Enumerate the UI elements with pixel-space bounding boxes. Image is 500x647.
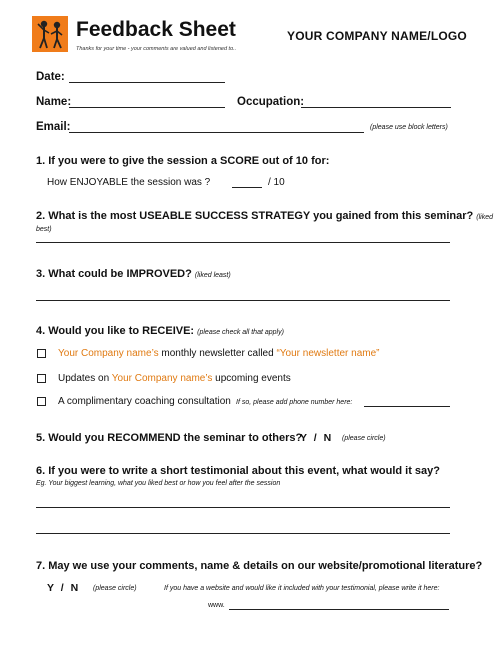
option-events	[58, 373, 291, 384]
newsletter-checkbox[interactable]	[37, 349, 46, 358]
page-subtitle: Thanks for your time - your comments are valued and listened to..	[76, 46, 237, 52]
q1-scale: / 10	[268, 177, 285, 188]
occupation-label: Occupation:	[237, 96, 305, 108]
q3-answer-field[interactable]	[36, 300, 450, 301]
q1-enjoyable-label: How ENJOYABLE the session was ?	[47, 177, 211, 188]
coaching-checkbox[interactable]	[37, 397, 46, 406]
q2-answer-field[interactable]	[36, 242, 450, 243]
question-5: 5. Would you RECOMMEND the seminar to others?	[36, 432, 303, 444]
phone-note: If so, please add phone number here:	[236, 399, 353, 406]
q5-yes-no[interactable]: Y / N	[300, 432, 334, 444]
question-7: 7. May we use your comments, name & details on our website/promotional literature?	[36, 560, 483, 572]
website-field[interactable]	[229, 609, 449, 610]
option-events-post: upcoming events	[215, 373, 291, 384]
phone-field[interactable]	[364, 406, 450, 407]
option-coaching: A complimentary coaching consultation	[58, 396, 231, 407]
question-1: 1. If you were to give the session a SCORE out of 10 for:	[36, 155, 330, 167]
q1-score-field[interactable]	[232, 187, 262, 188]
q6-answer-line-1[interactable]	[36, 507, 450, 508]
q6-answer-line-2[interactable]	[36, 533, 450, 534]
page-title: Feedback Sheet	[76, 18, 236, 41]
email-note: (please use block letters)	[370, 124, 448, 131]
question-6: 6. If you were to write a short testimonial about this event, what would it say?	[36, 465, 441, 477]
company-name-ref: Your Company name’s	[58, 348, 159, 359]
question-4-text: 4. Would you like to RECEIVE:	[36, 325, 195, 337]
question-4	[36, 325, 284, 337]
question-3-note: (liked least)	[194, 272, 231, 279]
www-prefix: www.	[208, 602, 225, 609]
q5-note: (please circle)	[342, 435, 386, 442]
q6-note: Eg. Your biggest learning, what you liked best or how you feel after the session	[36, 480, 281, 487]
question-2	[36, 210, 500, 234]
option-newsletter	[58, 348, 379, 359]
logo-icon	[32, 16, 68, 52]
q7-yes-no[interactable]: Y / N	[47, 582, 81, 594]
q7-circle-note: (please circle)	[93, 585, 137, 592]
date-field[interactable]	[69, 82, 225, 83]
occupation-field[interactable]	[301, 107, 451, 108]
question-3	[36, 268, 231, 280]
question-3-text: 3. What could be IMPROVED?	[36, 268, 192, 280]
question-4-note: (please check all that apply)	[197, 329, 284, 336]
date-label: Date:	[36, 71, 65, 83]
option-events-pre: Updates on	[58, 373, 110, 384]
email-label: Email:	[36, 121, 71, 133]
question-2-note: (liked best)	[36, 214, 494, 233]
option-newsletter-text: monthly newsletter called	[161, 348, 274, 359]
events-checkbox[interactable]	[37, 374, 46, 383]
newsletter-name-ref: “Your newsletter name”	[276, 348, 380, 359]
company-name-logo: YOUR COMPANY NAME/LOGO	[287, 29, 467, 43]
q7-website-note: If you have a website and would like it included with your testimonial, please write it here:	[164, 585, 440, 592]
name-field[interactable]	[69, 107, 225, 108]
company-name-ref: Your Company name’s	[111, 373, 213, 384]
email-field[interactable]	[69, 132, 364, 133]
question-2-text: 2. What is the most USEABLE SUCCESS STRATEGY you gained from this seminar?	[36, 210, 474, 222]
name-label: Name:	[36, 96, 72, 108]
